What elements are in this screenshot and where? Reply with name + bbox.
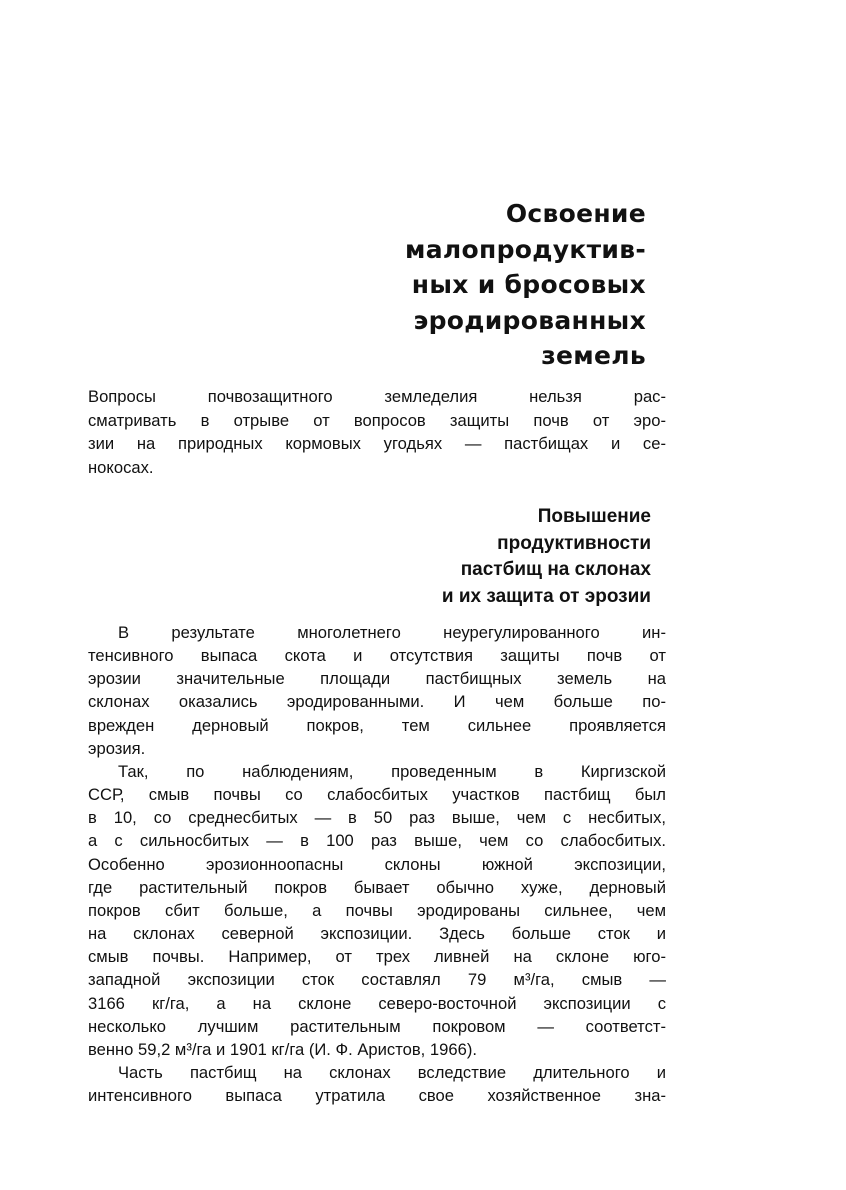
text-line: В результате многолетнего неурегулированного ин- <box>118 623 666 642</box>
section-title-line: пастбищ на склонах <box>460 559 651 581</box>
text-line: Так, по наблюдениям, проведенным в Киргизской <box>118 761 666 781</box>
section-title-line: продуктивности <box>497 532 651 554</box>
text-line: в 10, со среднесбитых — в 50 раз выше, чем с несбитых, <box>88 808 666 828</box>
text-line: покров сбит больше, а почвы эродированы сильнее, чем <box>88 900 666 920</box>
text-line: нокосах. <box>88 457 154 477</box>
chapter-title <box>226 196 646 374</box>
text-line: Особенно эрозионноопасны склоны южной экспозиции, <box>88 854 666 874</box>
text-line: сматривать в отрыве от вопросов защиты почв от эро- <box>88 410 666 430</box>
intro-paragraph <box>88 385 666 479</box>
chapter-title-line: малопродуктив- <box>405 234 646 264</box>
text-line: зии на природных кормовых угодьях — пастбищах и се- <box>88 434 666 454</box>
chapter-title-line: Освоение <box>505 199 646 228</box>
text-line: Часть пастбищ на склонах вследствие длительного и <box>118 1062 666 1082</box>
text-line: ССР, смыв почвы со слабосбитых участков пастбищ был <box>88 785 666 805</box>
text-line: а с сильносбитых — в 100 раз выше, чем со слабосбитых. <box>88 831 666 851</box>
section-title <box>231 504 651 611</box>
text-line: интенсивного выпаса утратила свое хозяйственное зна- <box>88 1086 666 1106</box>
section-title-line: и их защита от эрозии <box>441 586 651 608</box>
chapter-title-line: эродированных <box>413 305 646 335</box>
text-line: тенсивного выпаса скота и отсутствия защиты почв от <box>88 646 666 666</box>
paragraph-1 <box>88 621 666 760</box>
section-title-line: Повышение <box>537 506 651 527</box>
text-line: эрозия. <box>88 738 146 758</box>
chapter-title-line: ных и бросовых <box>411 270 646 299</box>
text-line: где растительный покров бывает обычно хуже, дерновый <box>88 877 666 897</box>
paragraph-3 <box>88 1061 666 1107</box>
text-line: венно 59,2 м³/га и 1901 кг/га (И. Ф. Аристов, 1966). <box>88 1039 477 1059</box>
text-line: на склонах северной экспозиции. Здесь больше сток и <box>88 924 666 944</box>
text-line: Вопросы почвозащитного земледелия нельзя рас- <box>88 387 666 406</box>
text-line: врежден дерновый покров, тем сильнее проявляется <box>88 715 666 735</box>
paragraph-2 <box>88 760 666 1061</box>
chapter-title-line: земель <box>541 341 646 370</box>
text-line: несколько лучшим растительным покровом — соответст- <box>88 1016 666 1036</box>
text-line: эрозии значительные площади пастбищных земель на <box>88 669 666 689</box>
text-line: смыв почвы. Например, от трех ливней на склоне юго- <box>88 947 666 967</box>
body-text <box>88 621 666 1107</box>
text-line: западной экспозиции сток составлял 79 м³/га, смыв — <box>88 970 666 990</box>
text-line: склонах оказались эродированными. И чем больше по- <box>88 692 666 712</box>
text-line: 3166 кг/га, а на склоне северо-восточной экспозиции с <box>88 993 666 1013</box>
